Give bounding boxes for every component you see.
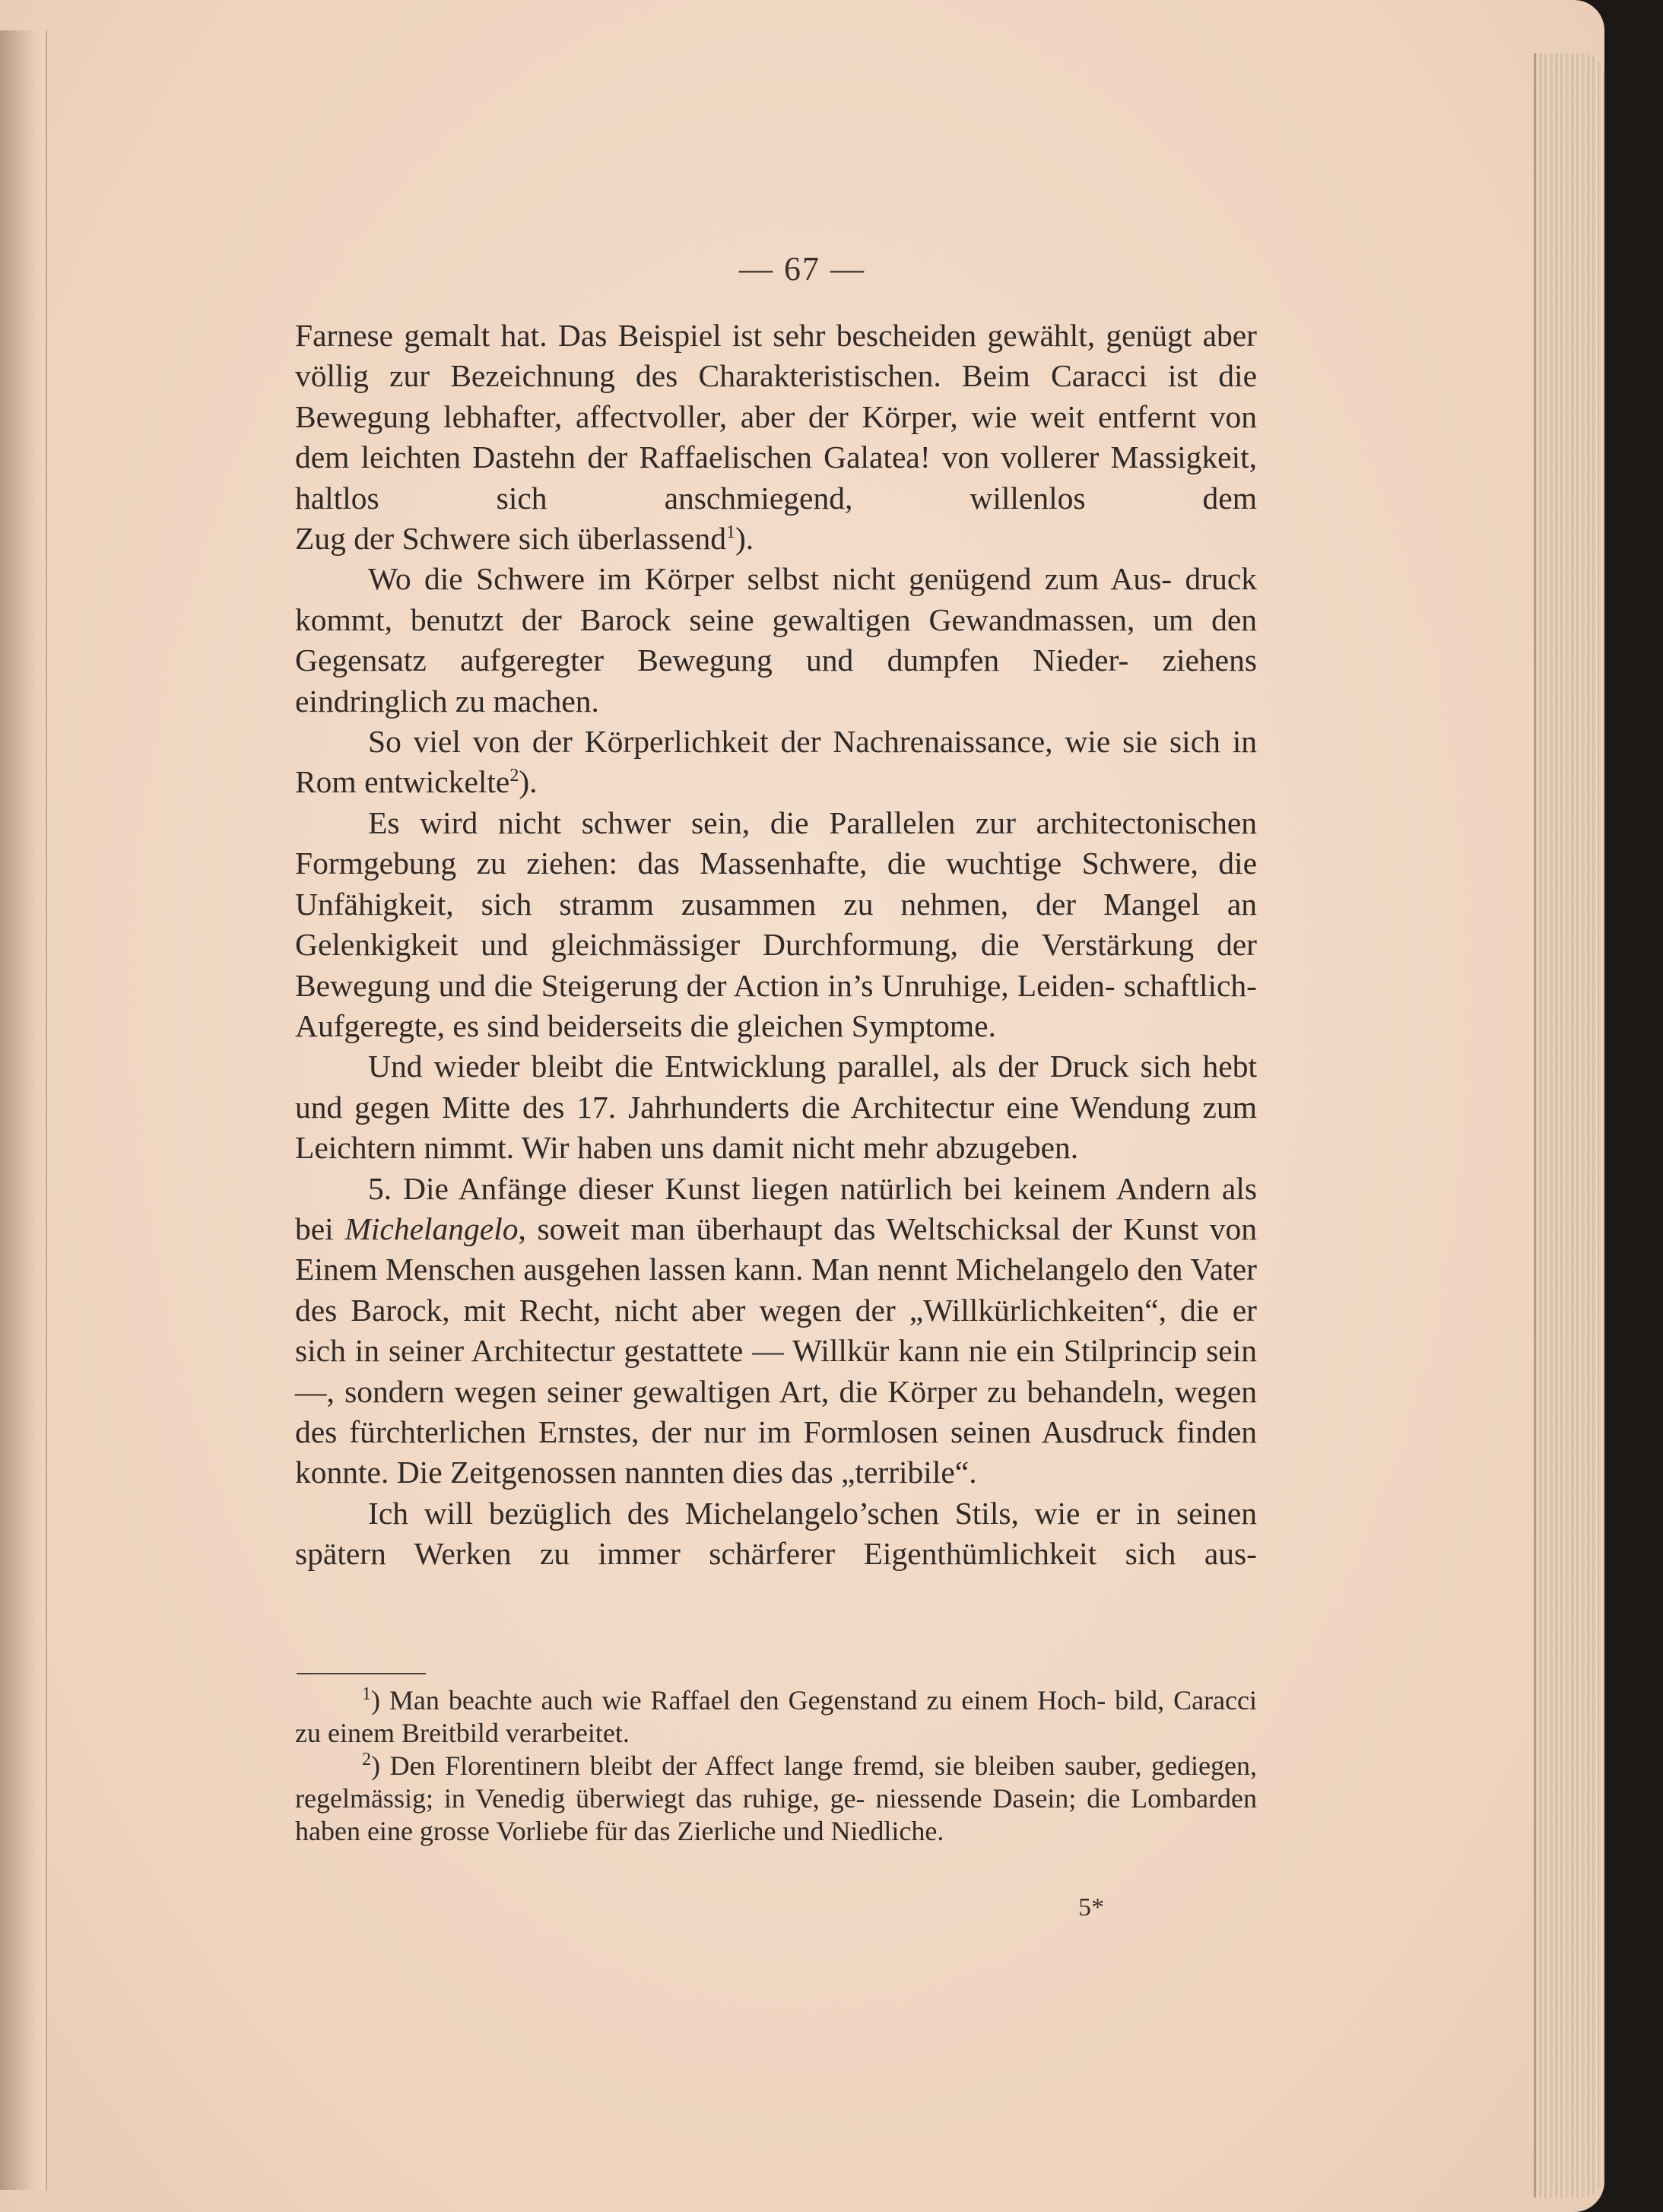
paragraph: Zug der Schwere sich überlassend$^1$). — [295, 521, 754, 557]
footnote-ref: 2 — [509, 766, 519, 786]
paragraph: Farnese gemalt hat. Das Beispiel ist sehr bescheiden gewählt, genügt aber völlig zur Bezeichnung des Charakteristischen. Beim Caracci ist die Bewegung lebhafter, affectvoller, aber der Körper, wie weit entfernt von dem leichten Dastehn der Raffaelischen Galatea! von vollerer Massigkeit, haltlos sich anschmiegend, willenlos dem — [295, 318, 1258, 516]
paragraph: 5. Die Anfänge dieser Kunst liegen natürlich bei keinem Andern als bei Michelangelo, soweit man überhaupt das Weltschicksal der Kunst von Einem Menschen ausgehen lassen kann. Man nennt Michelangelo den Vater des Barock, mit Recht, nicht aber wegen der „Willkürlichkeiten“, die er sich in seiner Architectur gestattete — Willkür kann nie ein Stilprincip sein —, sondern wegen seiner gewaltigen Art, die Körper zu behandeln, wegen des fürchterlichen Ernstes, der nur im Formlosen seinen Ausdruck finden konnte. Die Zeitgenossen nannten dies das „terribile“. — [295, 1170, 1258, 1490]
page-block-edge — [1534, 53, 1604, 2198]
paragraph: Ich will bezüglich des Michelangelo’schen Stils, wie er in seinen spätern Werken zu immer schärferer Eigenthümlichkeit sich aus- — [295, 1495, 1257, 1572]
paragraph: Wo die Schwere im Körper selbst nicht genügend zum Aus- druck kommt, benutzt der Barock seine gewaltigen Gewandmassen, um den Gegensatz aufgeregter Bewegung und dumpfen Nieder- ziehens eindringlich zu machen. — [295, 561, 1258, 719]
footnote-divider — [297, 1673, 426, 1674]
footnote: $^2$) Den Florentinern bleibt der Affect lange fremd, sie bleiben sauber, gediegen, regelmässig; in Venedig überwiegt das ruhige, ge- niessende Dasein; die Lombarden haben eine grosse Vorliebe für das Zierliche und Niedliche. — [295, 1750, 1258, 1846]
footnote-ref: 1 — [725, 522, 735, 543]
footnote: $^1$) Man beachte auch wie Raffael den Gegenstand zu einem Hoch- bild, Caracci zu einem Breitbild verarbeitet. — [295, 1684, 1258, 1748]
body-text — [295, 316, 1257, 1575]
facing-page-edge — [0, 30, 47, 2190]
paragraph: So viel von der Körperlichkeit der Nachrenaissance, wie sie sich in Rom entwickelte$^2$). — [295, 724, 1257, 800]
paragraph: Und wieder bleibt die Entwicklung parallel, als der Druck sich hebt und gegen Mitte des 17. Jahrhunderts die Architectur eine Wendung zum Leichtern nimmt. Wir haben uns damit nicht mehr abzugeben. — [295, 1049, 1258, 1166]
page-number-header: — 67 — — [739, 250, 865, 287]
footnotes — [295, 1684, 1257, 1848]
signature-mark: 5* — [1078, 1893, 1104, 1922]
emphasis-name: Michelangelo — [344, 1211, 519, 1246]
paragraph: Es wird nicht schwer sein, die Parallelen zur architectonischen Formgebung zu ziehen: das Massenhafte, die wuchtige Schwere, die Unfähigkeit, sich stramm zusammen zu nehmen, der Mangel an Gelenkigkeit und gleichmässiger Durchformung, die Verstärkung der Bewegung und die Steigerung der Action in’s Unruhige, Leiden- schaftlich-Aufgeregte, es sind beiderseits die gleichen Symptome. — [295, 805, 1257, 1043]
